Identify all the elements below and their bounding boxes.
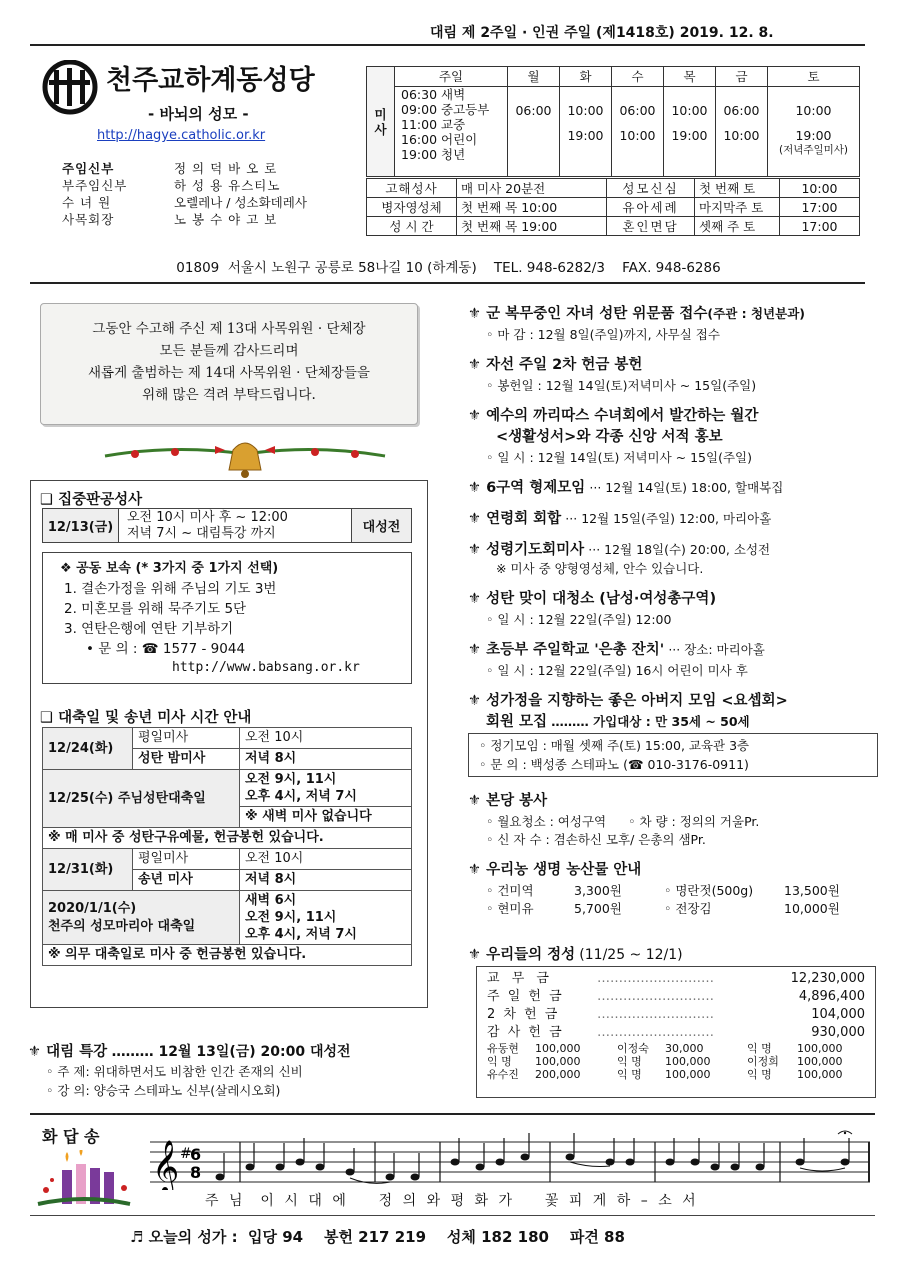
- father-title: ⚜ 성가정을 지향하는 좋은 아버지 모임 <요셉회>: [468, 693, 788, 709]
- parish-logo-icon: [40, 60, 100, 115]
- news-detail: ※ 미사 중 양형영성체, 안수 있습니다.: [496, 561, 704, 576]
- today-hymns: ♬ 오늘의 성가 : 입당 94 봉헌 217 219 성체 182 180 파견 88: [130, 1228, 625, 1246]
- sacrament-row: 고해성사 매 미사 20분전 성모신심 첫 번째 토 10:00: [367, 179, 860, 198]
- header-rule: [30, 44, 865, 46]
- news-item: ⚜ 연령회 회합 ··· 12월 15일(주일) 12:00, 마리아홀: [468, 511, 772, 527]
- weekday-times: 06:00: [508, 87, 560, 177]
- parish-address: 01809 서울시 노원구 공릉로 58나길 10 (하계동) TEL. 948-6282/3 FAX. 948-6286: [176, 260, 721, 276]
- lecture-heading: ⚜ 대림 특강 ……… 12월 13일(금) 20:00 대성전: [28, 1044, 351, 1060]
- news-item: ⚜ 6구역 형제모임 ··· 12월 14일(토) 18:00, 할매복집: [468, 480, 784, 496]
- penance-schedule-table: [42, 508, 412, 543]
- staff-role: 사목회장: [62, 212, 115, 227]
- day-header: 화: [560, 67, 612, 87]
- hymn-bottom-rule: [30, 1215, 875, 1216]
- day-header: 수: [612, 67, 664, 87]
- staff-name: 노 봉 수 야 고 보: [174, 212, 278, 227]
- service-line: ◦ 신 자 수 : 겸손하신 모후/ 은총의 샘Pr.: [486, 832, 706, 847]
- parish-name: 천주교하계동성당: [106, 65, 315, 96]
- day-header: 목: [664, 67, 716, 87]
- donor-table: 유동현 100,000 이정숙 30,000 익 명 100,000 익 명 100,000 익 명 100,000 이정희 100,000 유수진 200,000 익 명 100,000 익 명 100,000: [487, 1042, 843, 1081]
- offering-row: 감 사 헌 금 ……………………… 930,000: [487, 1025, 865, 1040]
- father-subtitle: 회원 모집 ……… 가입대상 : 만 35세 ~ 50세: [486, 714, 750, 730]
- lecture-details: ◦ 주 제: 위대하면서도 비참한 인간 존재의 신비 ◦ 강 의: 양승국 스테파노 신부(살레시오회): [46, 1064, 303, 1098]
- offering-row: 교 무 금 ……………………… 12,230,000: [487, 971, 865, 986]
- music-staff: [150, 1128, 870, 1190]
- sunday-times: 06:30 새벽 09:00 중고등부 11:00 교중 16:00 어린이 19:00 청년: [395, 87, 508, 177]
- staff-name: 정 의 덕 바 오 로: [174, 161, 278, 176]
- offering-box: [476, 966, 876, 1098]
- day-header: 토: [768, 67, 860, 87]
- thanks-scroll: 그동안 수고해 주신 제 13대 사목위원 · 단체장 모든 분들께 감사드리며 새롭게 출범하는 제 14대 사목위원 · 단체장들을 위해 많은 격려 부탁드립니다.: [40, 303, 418, 425]
- staff-row: [58, 211, 311, 228]
- sacrament-table: [366, 178, 860, 236]
- weekday-times: 10:00 19:00: [664, 87, 716, 177]
- sacrament-row: 성 시 간 첫 번째 목 19:00 혼인면담 셋째 주 토 17:00: [367, 217, 860, 236]
- news-item: ⚜ 초등부 주일학교 '은총 잔치' ··· 장소: 마리아홀: [468, 642, 765, 658]
- news-detail: ◦ 일 시 : 12월 22일(주일) 12:00: [486, 612, 672, 627]
- staff-role: 수 녀 원: [62, 195, 112, 210]
- offering-row: 2 차 헌 금 ……………………… 104,000: [487, 1007, 865, 1022]
- staff-role: 부주임신부: [62, 178, 128, 193]
- mass-side-label: 미 사: [367, 67, 395, 177]
- penance-site-link[interactable]: http://www.babsang.or.kr: [172, 660, 360, 675]
- penance-place: 대성전: [352, 509, 412, 543]
- news-item: ⚜ 성탄 맞이 대청소 (남성·여성총구역): [468, 591, 717, 607]
- news-item: ⚜ 예수의 까리따스 수녀회에서 발간하는 월간: [468, 408, 759, 424]
- svg-text:#: #: [180, 1146, 192, 1162]
- penance-date: 12/13(금): [43, 509, 119, 543]
- hymn-rule: [30, 1113, 875, 1115]
- staff-list: [58, 160, 311, 228]
- feast-title: ❑ 대축일 및 송년 미사 시간 안내: [40, 710, 252, 726]
- service-title: ⚜ 본당 봉사: [468, 793, 548, 809]
- parish-motto: - 바뇌의 성모 -: [148, 105, 249, 123]
- penance-sub-title: ❖ 공동 보속 (* 3가지 중 1가지 선택): [60, 561, 279, 576]
- hymn-label: 화 답 송: [42, 1127, 100, 1146]
- parish-url-link[interactable]: http://hagye.catholic.or.kr: [97, 128, 266, 143]
- staff-name: 오렐레나 / 성소화데레사: [174, 195, 307, 210]
- address-rule: [30, 282, 865, 284]
- news-column: [468, 302, 878, 917]
- news-detail: ◦ 마 감 : 12월 8일(주일)까지, 사무실 접수: [486, 327, 720, 342]
- news-detail: ◦ 봉헌일 : 12월 14일(토)저녁미사 ~ 15일(주일): [486, 378, 757, 393]
- day-header: 금: [716, 67, 768, 87]
- christmas-bell-icon: [95, 436, 395, 480]
- farm-table: ◦ 건미역 3,300원 ◦ 명란젓(500g) 13,500원 ◦ 현미유 5,700원 ◦ 전장김 10,000원: [486, 883, 840, 916]
- svg-text:8: 8: [190, 1163, 202, 1182]
- offering-title: ⚜ 우리들의 정성 (11/25 ~ 12/1): [468, 947, 683, 963]
- issue-line: 대림 제 2주일 · 인권 주일 (제1418호) 2019. 12. 8.: [430, 25, 774, 41]
- svg-text:6: 6: [190, 1145, 202, 1164]
- weekday-times: 06:00 10:00: [612, 87, 664, 177]
- staff-row: [58, 177, 311, 194]
- father-box: ◦ 정기모임 : 매월 셋째 주(토) 15:00, 교육관 3층 ◦ 문 의 : 백성종 스테파노 (☎ 010-3176-0911): [468, 733, 878, 777]
- feast-schedule-table: 12/24(화) 평일미사 오전 10시 성탄 밤미사 저녁 8시 12/25(수) 주님성탄대축일 오전 9시, 11시 오후 4시, 저녁 7시 ※ 새벽 미사 없습니다 ※ 매 미사 중 성탄구유예물, 헌금봉헌 있습니다. 12/31(화) 평일미사 오전 10시 송년 미사 저녁 8시 2020/1/1(수) 천주의 성모마리아 대축일 새벽 6시 오전 9시, 11시 오후 4시, 저녁 7시 ※ 의무 대축일로 미사 중 헌금봉헌 있습니다.: [42, 727, 412, 966]
- offering-row: 주 일 헌 금 ……………………… 4,896,400: [487, 989, 865, 1004]
- weekday-times: 10:00 19:00: [560, 87, 612, 177]
- news-item-line2: <생활성서>와 각종 신앙 서적 홍보: [496, 429, 723, 445]
- sacrament-row: 병자영성체 첫 번째 목 10:00 유아세례 마지막주 토 17:00: [367, 198, 860, 217]
- advent-candles-icon: [34, 1150, 134, 1210]
- staff-name: 하 성 용 유스티노: [174, 178, 281, 193]
- saturday-times: 10:00 19:00 (저녁주일미사): [768, 87, 860, 177]
- day-header: 주일: [395, 67, 508, 87]
- news-detail: ◦ 일 시 : 12월 14일(토) 저녁미사 ~ 15일(주일): [486, 450, 752, 465]
- staff-row: [58, 160, 311, 177]
- staff-row: [58, 194, 311, 211]
- penance-times: 오전 10시 미사 후 ~ 12:00 저녁 7시 ~ 대림특강 까지: [119, 509, 352, 543]
- weekday-times: 06:00 10:00: [716, 87, 768, 177]
- farm-title: ⚜ 우리농 생명 농산물 안내: [468, 862, 642, 878]
- staff-role: 주임신부: [62, 161, 115, 176]
- news-detail: ◦ 일 시 : 12월 22일(주일) 16시 어린이 미사 후: [486, 663, 748, 678]
- service-line: ◦ 월요청소 : 여성구역 ◦ 차 량 : 정의의 거울Pr.: [486, 814, 760, 829]
- svg-text:𝄞: 𝄞: [152, 1139, 180, 1190]
- news-item: ⚜ 군 복무중인 자녀 성탄 위문품 접수(주관 : 청년분과): [468, 306, 805, 322]
- news-item: ⚜ 성령기도회미사 ··· 12월 18일(수) 20:00, 소성전: [468, 542, 771, 558]
- news-item: ⚜ 자선 주일 2차 헌금 봉헌: [468, 357, 643, 373]
- mass-schedule-table: [366, 66, 860, 177]
- penance-title: ❑ 집중판공성사: [40, 492, 143, 508]
- day-header: 월: [508, 67, 560, 87]
- penance-items: 1. 결손가정을 위해 주님의 기도 3번 2. 미혼모를 위해 묵주기도 5단 3. 연탄은행에 연탄 기부하기 • 문 의 : ☎ 1577 - 9044: [64, 581, 277, 657]
- hymn-lyrics: 주 님 이 시 대 에 정 의 와 평 화 가 꽃 피 게 하 – 소 서: [205, 1193, 699, 1209]
